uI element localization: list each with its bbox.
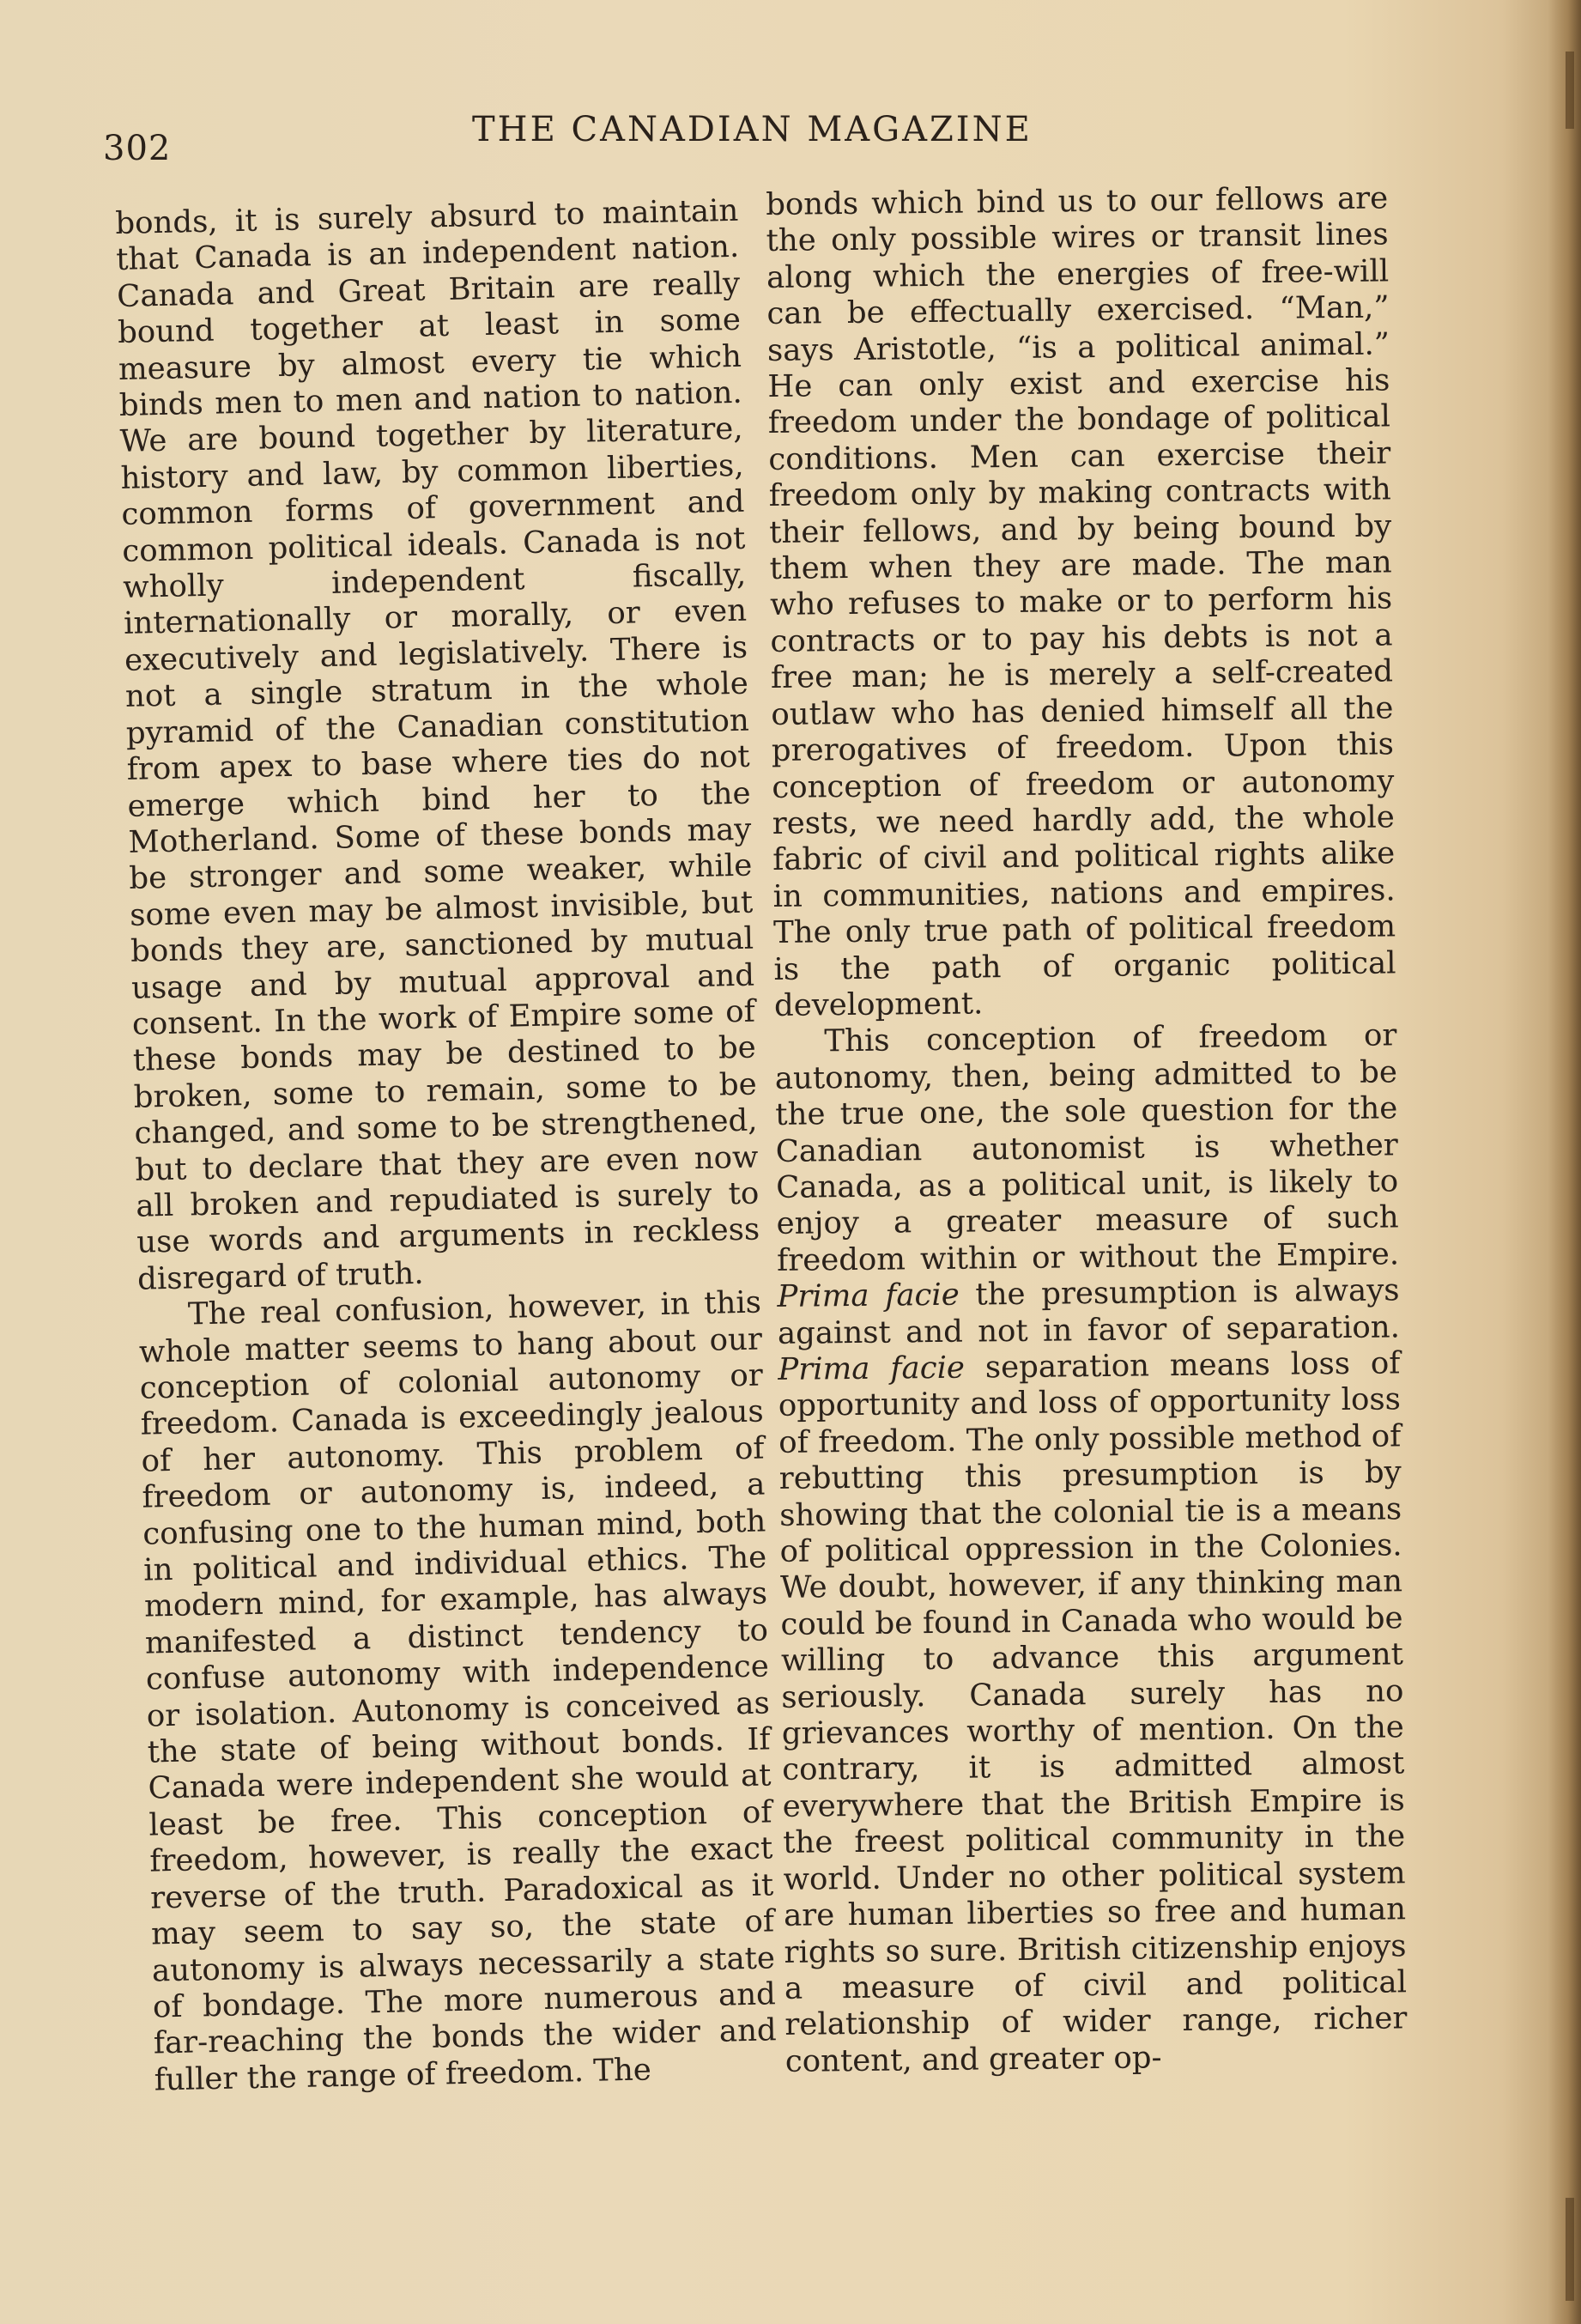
latin-phrase-2: Prima facie	[778, 1350, 966, 1387]
page-header	[103, 110, 1442, 179]
left-paragraph-2: The real confusion, however, in this whole matter seems to hang about our conception of colonial autonomy or freedom. Canada is exceedingly jealous of her autonomy. This problem of freedom or autonomy is, indeed, a confusing one to the human mind, both in political and individual ethics. The modern mind, for example, has always manifested a distinct tendency to confuse autonomy with independence or isolation. Autonomy is conceived as the state of being without bonds. If Canada were independent she would at least be free. This conception of freedom, however, is really the exact reverse of the truth. Paradoxical as it may seem to say so, the state of autonomy is always necessarily a state of bondage. The more numerous and far-reaching the bonds the wider and fuller the range of freedom. The	[138, 1284, 778, 2098]
left-column	[115, 193, 778, 2099]
right-paragraph-2-text-c: separation means loss of opportunity and loss of opportunity loss of freedom. The only possible method of rebutting this presumption is by showing that the colonial tie is a means of political oppression in the Colonies. We doubt, however, if any thinking man could be found in Canada who would be willing to advance this argument seriously. Canada surely has no grievances worthy of mention. On the contrary, it is admitted almost everywhere that the British Empire is the freest political community in the world. Under no other political system are human liberties so free and human rights so sure. British citizenship enjoys a measure of civil and political relationship of wider range, richer content, and greater op-	[778, 1345, 1408, 2079]
left-paragraph-1: bonds, it is surely absurd to maintain that Canada is an independent nation. Canada and Great Britain are really bound together at least in some measure by almost every tie which binds men to men and nation to nation. We are bound together by literature, history and law, by common liberties, common forms of government and common political ideals. Canada is not wholly independent fiscally, internationally or morally, or even executively and legislatively. There is not a single stratum in the whole pyramid of the Canadian constitution from apex to base where ties do not emerge which bind her to the Motherland. Some of these bonds may be stronger and some weaker, while some even may be almost invisible, but bonds they are, sanctioned by mutual usage and by mutual approval and consent. In the work of Empire some of these bonds may be destined to be broken, some to remain, some to be changed, and some to be strengthened, but to declare that they are even now all broken and repudiated is surely to use words and arguments in reckless disregard of truth.	[115, 192, 760, 1297]
right-paragraph-2	[774, 1018, 1408, 2080]
page-edge-shadow-top	[1566, 52, 1574, 129]
right-column	[766, 180, 1408, 2080]
running-title: THE CANADIAN MAGAZINE	[472, 110, 1033, 149]
page-number: 302	[103, 129, 172, 168]
right-paragraph-1: bonds which bind us to our fellows are the only possible wires or transit lines along which the energies of free-will can be effectually exercised. “Man,” says Aristotle, “is a political animal.” He can only exist and exercise his freedom under the bondage of political conditions. Men can exercise their freedom only by making contracts with their fellows, and by being bound by them when they are made. The man who refuses to make or to perform his contracts or to pay his debts is not a free man; he is merely a self-created outlaw who has denied himself all the prerogatives of freedom. Upon this conception of freedom or autonomy rests, we need hardly add, the whole fabric of civil and political rights alike in communities, nations and empires. The only true path of political freedom is the path of organic political development.	[766, 180, 1396, 1023]
right-paragraph-2-text-a: This conception of freedom or autonomy, then, being admitted to be the true one, the sole question for the Canadian autonomist is whether Canada, as a political unit, is likely to enjoy a greater measure of such freedom within or without the Empire.	[774, 1017, 1400, 1278]
right-paragraph-2-text-b: the presumption is always against and not in favor of separation.	[777, 1272, 1401, 1351]
latin-phrase-1: Prima facie	[777, 1277, 960, 1315]
page-edge-shadow-bottom	[1566, 2198, 1574, 2301]
